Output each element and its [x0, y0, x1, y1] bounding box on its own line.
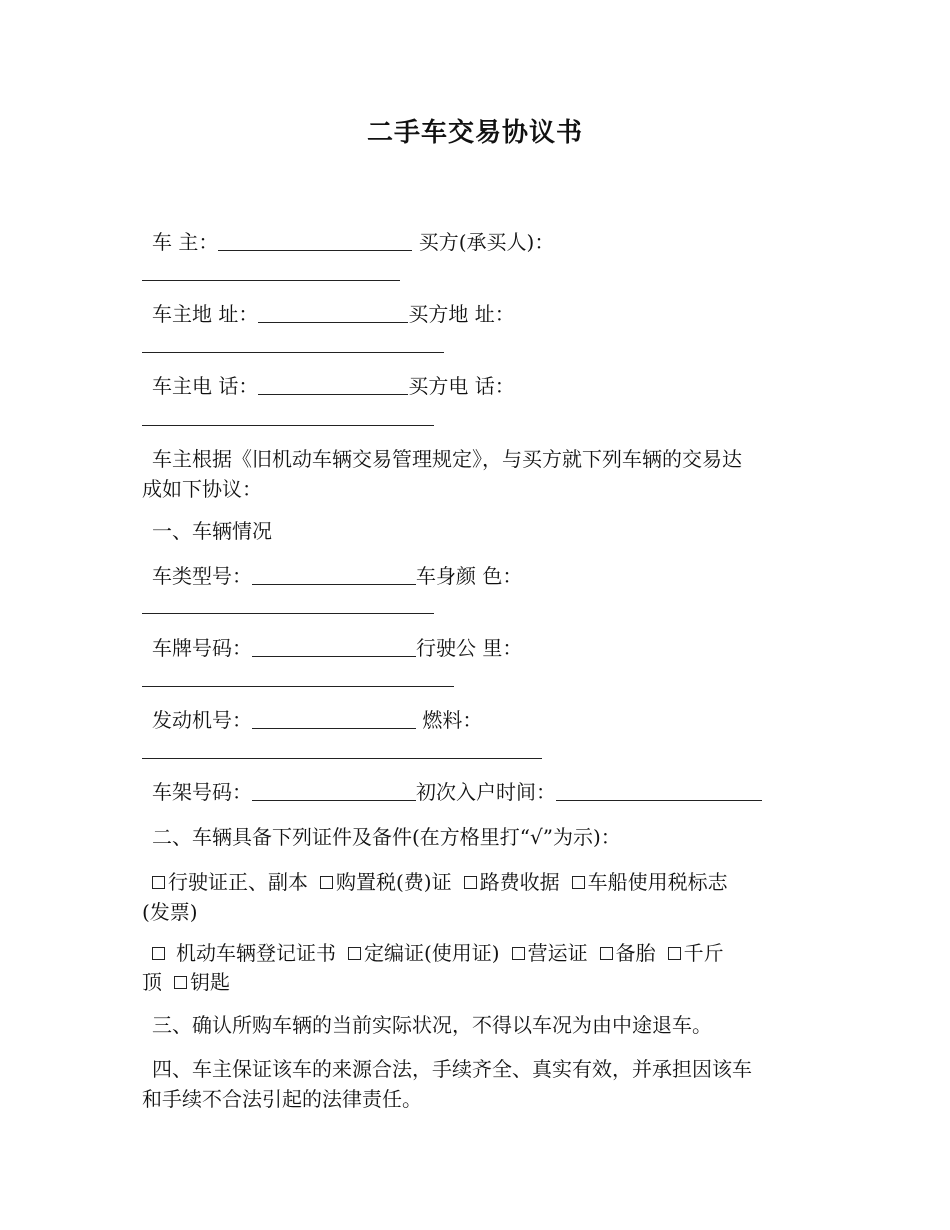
fuel-blank[interactable] — [142, 758, 542, 759]
section1-heading: 一、车辆情况 — [152, 519, 272, 543]
checkbox[interactable] — [572, 876, 585, 889]
item-keys: 钥匙 — [190, 970, 230, 994]
color-label: 车身颜 色： — [416, 564, 523, 588]
checkbox[interactable] — [152, 876, 165, 889]
checkbox[interactable] — [152, 947, 165, 960]
model-color-row — [142, 560, 822, 592]
engine-blank[interactable] — [252, 708, 416, 729]
vin-blank[interactable] — [252, 780, 416, 801]
owner-phone-label: 车主电 话： — [152, 374, 259, 398]
documents-row-1 — [142, 866, 822, 898]
buyer-phone-blank[interactable] — [142, 425, 434, 426]
model-blank[interactable] — [252, 564, 416, 585]
documents-row-2-wrap — [142, 966, 812, 998]
intro-line-1: 车主根据《旧机动车辆交易管理规定》，与买方就下列车辆的交易达 — [152, 447, 742, 471]
checkbox[interactable] — [320, 876, 333, 889]
item-driving-license: 行驶证正、副本 — [168, 870, 308, 894]
buyer-address-label: 买方地 址： — [408, 302, 515, 326]
document-title: 二手车交易协议书 — [366, 118, 583, 148]
first-registration-label: 初次入户时间： — [416, 780, 556, 804]
mileage-blank[interactable] — [142, 686, 454, 687]
checkbox[interactable] — [600, 947, 613, 960]
buyer-address-blank[interactable] — [142, 352, 444, 353]
color-blank[interactable] — [142, 613, 434, 614]
engine-fuel-row — [142, 704, 822, 736]
documents-row-1-wrap: (发票) — [142, 900, 198, 924]
buyer-blank[interactable] — [142, 280, 400, 281]
item-registration-certificate: 机动车辆登记证书 — [176, 941, 336, 965]
buyer-phone-label: 买方电 话： — [408, 374, 515, 398]
checkbox[interactable] — [174, 976, 187, 989]
owner-phone-blank[interactable] — [258, 374, 408, 395]
plate-label: 车牌号码： — [152, 636, 252, 660]
section3-text: 三、确认所购车辆的当前实际状况，不得以车况为由中途退车。 — [152, 1013, 712, 1037]
item-purchase-tax: 购置税(费)证 — [336, 870, 452, 894]
item-toll-receipt: 路费收据 — [479, 870, 560, 894]
item-quota-certificate: 定编证(使用证) — [364, 941, 500, 965]
item-jack: 千斤 — [683, 941, 724, 965]
section4-line-1: 四、车主保证该车的来源合法，手续齐全、真实有效，并承担因该车 — [152, 1057, 752, 1081]
owner-blank[interactable] — [218, 230, 412, 251]
plate-blank[interactable] — [252, 636, 416, 657]
mileage-label: 行驶公 里： — [416, 636, 523, 660]
item-vehicle-tax-mark: 车船使用税标志 — [587, 870, 728, 894]
intro-line-2: 成如下协议： — [142, 477, 262, 501]
vin-label: 车架号码： — [152, 780, 252, 804]
first-registration-blank[interactable] — [556, 780, 762, 801]
owner-address-blank[interactable] — [258, 302, 408, 323]
documents-row-2 — [142, 937, 822, 969]
section4-line-2: 和手续不合法引起的法律责任。 — [142, 1087, 422, 1111]
vin-registration-row — [142, 776, 822, 808]
buyer-label: 买方(承买人)： — [418, 230, 555, 254]
checkbox[interactable] — [464, 876, 477, 889]
item-spare-tire: 备胎 — [615, 941, 656, 965]
model-label: 车类型号： — [152, 564, 252, 588]
checkbox[interactable] — [348, 947, 361, 960]
section2-heading: 二、车辆具备下列证件及备件(在方格里打“√”为示)： — [152, 825, 621, 849]
fuel-label: 燃料： — [422, 708, 483, 732]
owner-buyer-row — [142, 226, 822, 258]
engine-label: 发动机号： — [152, 708, 252, 732]
item-jack-continued: 顶 — [142, 970, 162, 994]
phone-row — [142, 370, 822, 402]
plate-mileage-row — [142, 632, 822, 664]
checkbox[interactable] — [668, 947, 681, 960]
owner-address-label: 车主地 址： — [152, 302, 259, 326]
address-row — [142, 298, 822, 330]
owner-label: 车 主： — [152, 230, 219, 254]
checkbox[interactable] — [512, 947, 525, 960]
item-operation-permit: 营运证 — [527, 941, 588, 965]
